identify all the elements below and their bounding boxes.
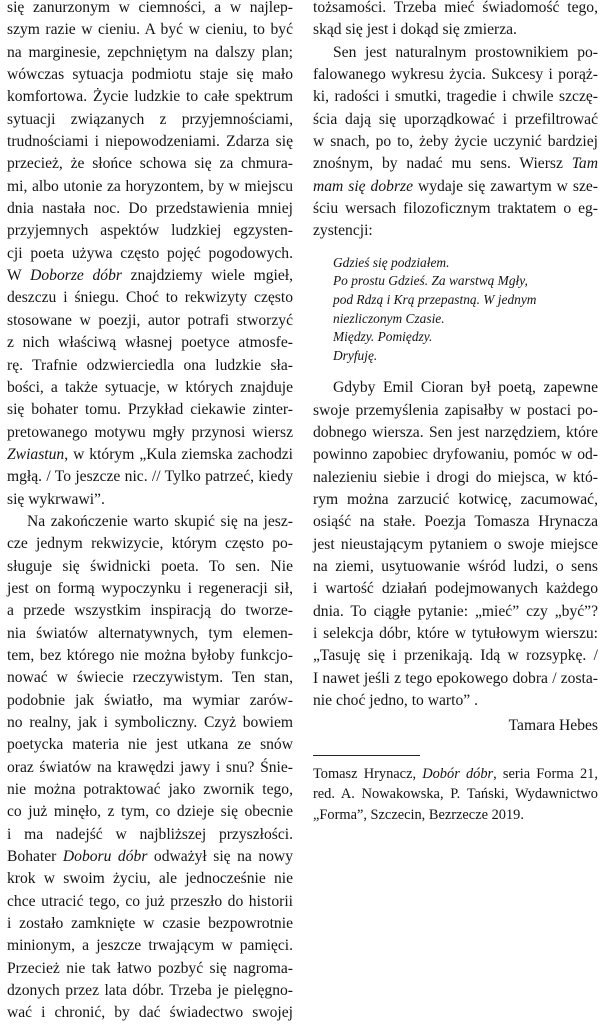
poem-line: niezliczonym Czasie. [333,310,445,326]
text-line: dnia. To ciągłe pytanie: „mieć” czy „być”? [313,602,598,620]
text-line: I nawet jeśli z tego epokowego dobra / zosta- [313,669,598,687]
text-line: komfortowa. Życie ludzkie to całe spektrum [7,88,293,106]
text-line: przecież, że słońce schowa się za chmura- [7,155,293,173]
text-line: cji poeta używa często pojęć pogodowych. [7,244,293,262]
right-column-text-bottom [313,377,598,712]
text-line: stosowane w poezji, autor potrafi stworzyć [7,311,293,329]
text-line: Bohater Doboru dóbr odważył się na nowy [7,848,293,866]
text-line: mgłą. / To jeszcze nic. // Tylko patrzeć, kiedy [7,468,293,486]
text-line: nalezieniu siebie i drogi do miejsca, w któ- [313,468,598,486]
text-line: się wykrwawi”. [7,490,105,508]
poem-line: Gdzieś się podziałem. [333,254,450,270]
left-column [7,0,293,1025]
text-line: chce utracić tego, co już przeszło do historii [7,892,293,910]
poem-line: Między. Pomiędzy. [333,329,433,345]
text-line: szym razie w cieniu. A być w cieniu, to być [7,21,293,39]
text-line: krok w swoim życiu, ale jednocześnie nie [7,870,293,888]
text-line: rę. Trafnie odzwierciedla ona ludzkie sła- [7,356,293,374]
text-line: ścia dają się uporządkować i przefiltrować [313,110,598,128]
text-line: Sen jest naturalnym prostownikiem po- [333,43,598,61]
text-line: red. A. Nowakowska, P. Tański, Wydawnictwo [313,786,598,803]
text-line: wówczas sytuacja podmiotu staje się mało [7,66,293,84]
text-line: deszczu i śniegu. Choć to rekwizyty często [7,289,293,307]
text-line: mi, albo utonie za horyzontem, by w miejscu [7,177,293,195]
right-column-text-top [313,0,598,243]
right-column [313,0,598,825]
text-line: oraz światów na krawędzi jawy i snu? Śnie- [7,758,293,776]
footnote-divider [313,755,420,756]
text-line: powinno zapobiec dryfowaniu, pomóc w od- [313,446,598,464]
author-signature: Tamara Hebes [508,716,598,734]
text-line: z nich właściwą własnej poetyce atmosfe- [7,334,293,352]
text-line: i zostało zamknięte w czasie bezpowrotnie [7,915,293,933]
text-line: skąd się jest i dokąd się zmierza. [313,21,517,39]
text-line: nie można potraktować jako zwornik tego, [7,781,293,799]
text-line: tem, bez którego nie można byłoby funkcjo- [7,646,293,664]
text-line: dnia nastała noc. Do przedstawienia mniej [7,200,293,218]
text-line: „Tasuję się i przenikają. Idą w rozsypkę. / [313,647,598,665]
text-line: minionym, a jeszcze trwającym w pamięci. [7,937,293,955]
text-line: Tomasz Hrynacz, Dobór dóbr, seria Forma 21, [313,765,598,782]
text-line: sytuacji związanych z przyjemnościami, [7,110,293,128]
text-line: i ma nadejść w najbliższej przyszłości. [7,825,293,843]
text-line: Zwiastun, w którym „Kula ziemska zachodzi [7,445,293,463]
text-line: i selekcja dóbr, które w tytułowym wierszu: [313,625,598,643]
text-line: „Forma”, Szczecin, Bezrzecze 2019. [313,806,524,823]
text-line: Na zakończenie warto skupić się na jesz- [27,512,293,530]
text-line: w snach, po to, żeby życie uczynić bardziej [313,133,598,151]
text-line: wać i chronić, by dać świadectwo swojej [7,1004,293,1022]
text-line: W Doborze dóbr znajdziemy wiele mgieł, [7,267,293,285]
text-line: mam się dobrze wydaje się zawartym w sze- [313,177,599,195]
text-line: sługuje się świdnicki poeta. To sen. Nie [7,557,293,575]
text-line: na marginesie, zepchniętym na dalszy plan; [7,43,293,61]
text-line: i wartość działań podejmowanych każdego [313,580,598,598]
text-line: osiąść na stałe. Poezja Tomasza Hrynacza [313,513,598,531]
text-line: Gdyby Emil Cioran był poetą, zapewne [333,379,598,397]
text-line: rym można zarzucić kotwicę, zacumować, [313,491,598,509]
text-line: falowanego wykresu życia. Sukcesy i porąż- [313,66,598,84]
text-line: co już minęło, z tym, co dzieje się obecnie [7,803,293,821]
text-line: pretowanego motywu mgły przynosi wiersz [7,423,293,441]
text-line: nować w świecie rzeczywistym. Ten stan, [7,669,293,687]
text-line: trudnościami i niepowodzeniami. Zdarza się [7,133,293,151]
text-line: dzonych przez lata dóbr. Trzeba je pielęgno- [7,982,293,1000]
poem-line: Dryfuję. [333,347,378,363]
text-line: jest on formą wypoczynku i regeneracji sił, [7,579,293,597]
text-line: przyjemnych aspektów ludzkiej egzysten- [7,222,293,240]
text-line: znośnym, by nadać mu sens. Wiersz Tam [313,155,598,173]
text-line: no realny, jak i symboliczny. Czyż bowiem [7,714,293,731]
text-line: zystencji: [313,222,373,240]
text-line: na ziemi, usytuowanie wśród ludzi, o sens [313,558,598,576]
text-line: się bohater tomu. Przykład ciekawie zinter- [7,401,293,419]
poem-quote [333,254,598,366]
text-line: nie choć jedno, to warto” . [313,692,478,710]
text-line: nia światów alternatywnych, tym elemen- [7,624,293,642]
poem-line: pod Rdzą i Krą przepastną. W jednym [333,291,537,307]
text-line: tożsamości. Trzeba mieć świadomość tego, [313,0,598,16]
text-line: Przecież nie tak łatwo pozbyć się nagroma- [7,959,293,977]
text-line: jest nieustającym pytaniem o swoje miejsce [313,535,598,553]
text-line: bości, a także sytuacje, w których znajduje [7,378,293,396]
text-line: cze jednym rekwizycie, którym często po- [7,535,293,553]
text-line: ki, radości i smutki, tragedie i chwile szczę- [313,88,598,106]
footnote [313,764,598,826]
text-line: dobnego wiersza. Sen jest narzędziem, które [313,424,598,442]
text-line: poetycka materia nie jest utkana ze snów [7,736,293,754]
text-line: ściu wersach filozoficznym traktatem o eg- [313,200,598,218]
text-line: a przede wszystkim inspiracją do tworze- [7,602,293,620]
text-line: podobnie jak światło, ma wymiar zarów- [7,691,293,709]
text-line: się zanurzonym w ciemności, a w najlep- [7,0,293,16]
poem-line: Po prostu Gdzieś. Za warstwą Mgły, [333,273,528,289]
text-line: swoje przemyślenia zapisałby w postaci po- [313,401,598,419]
